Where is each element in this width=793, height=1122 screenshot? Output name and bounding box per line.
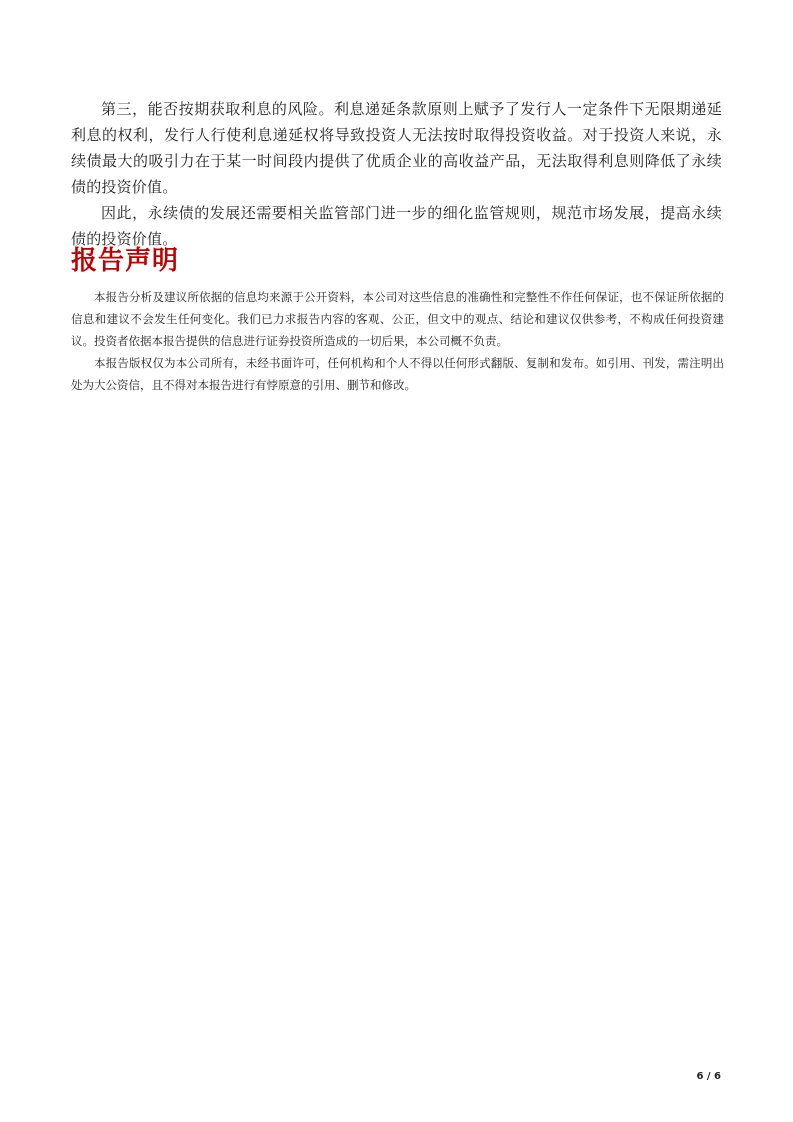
disclaimer-paragraph-information: 本报告分析及建议所依据的信息均来源于公开资料，本公司对这些信息的准确性和完整性不作任何保证，也不保证所依据的信息和建议不会发生任何变化。我们已力求报告内容的客观、公正，但文中的观点、结论和建议仅供参考，不构成任何投资建议。投资者依据本报告提供的信息进行证券投资所造成的一切后果，本公司概不负责。 bbox=[71, 290, 724, 348]
body-text bbox=[71, 96, 722, 252]
disclaimer-title: 报告声明 bbox=[71, 246, 180, 276]
disclaimer-text bbox=[71, 286, 724, 396]
body-paragraph-conclusion: 因此，永续债的发展还需要相关监管部门进一步的细化监管规则，规范市场发展，提高永续债的投资价值。 bbox=[71, 204, 722, 248]
body-paragraph-risk: 第三，能否按期获取利息的风险。利息递延条款原则上赋予了发行人一定条件下无限期递延利息的权利，发行人行使利息递延权将导致投资人无法按时取得投资收益。对于投资人来说，永续债最大的吸引力在于某一时间段内提供了优质企业的高收益产品，无法取得利息则降低了永续债的投资价值。 bbox=[71, 100, 722, 196]
disclaimer-paragraph-copyright: 本报告版权仅为本公司所有，未经书面许可，任何机构和个人不得以任何形式翻版、复制和发布。如引用、刊发，需注明出处为大公资信，且不得对本报告进行有悖原意的引用、删节和修改。 bbox=[71, 356, 724, 392]
page-number: 6 / 6 bbox=[696, 1071, 721, 1082]
